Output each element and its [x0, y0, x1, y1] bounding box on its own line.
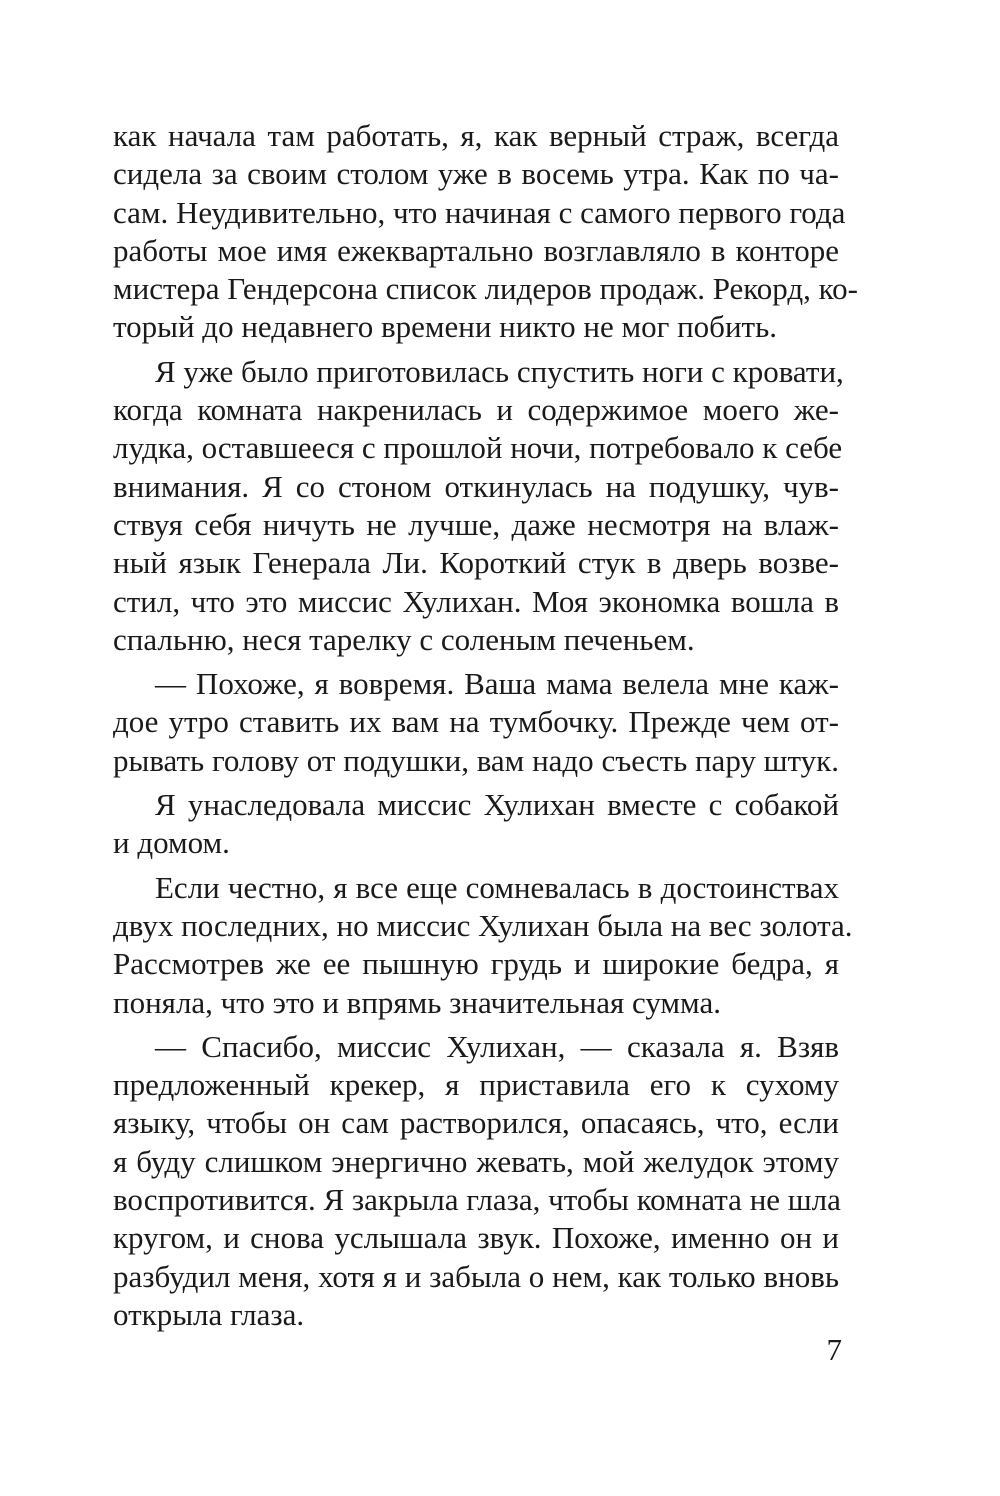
text-line: воспротивится. Я закрыла глаза, чтобы комната не шла [113, 1182, 841, 1218]
text-line: поняла, что это и впрямь значительная сумма. [113, 984, 721, 1020]
page-number: 7 [826, 1332, 842, 1367]
text-line: двух последних, но миссис Хулихан была на вес золота. [113, 907, 853, 943]
paragraph-6 [113, 1028, 839, 1334]
paragraph-5 [113, 869, 853, 1022]
text-line: стил, что это миссис Хулихан. Моя экономка вошла в [113, 583, 839, 619]
paragraph-3 [113, 665, 839, 780]
text-line: Рассмотрев же ее пышную грудь и широкие бедра, я [113, 946, 839, 982]
text-line: кругом, и снова услышала звук. Похоже, именно он и [113, 1220, 839, 1256]
text-line: Я унаследовала миссис Хулихан вместе с собакой [155, 787, 839, 823]
text-line: лудка, оставшееся с прошлой ночи, потребовало к себе [113, 430, 843, 466]
paragraph-1 [113, 117, 858, 347]
text-line: торый до недавнего времени никто не мог побить. [113, 309, 777, 345]
text-line: Я уже было приготовилась спустить ноги с кровати, [155, 353, 844, 389]
text-line: мистера Гендерсона список лидеров продаж. Рекорд, ко- [113, 271, 858, 307]
text-line: разбудил меня, хотя я и забыла о нем, как только вновь [113, 1258, 839, 1294]
text-line: — Спасибо, миссис Хулихан, — сказала я. Взяв [155, 1028, 839, 1064]
paragraph-2 [113, 353, 844, 659]
text-line: внимания. Я со стоном откинулась на подушку, чув- [113, 468, 839, 504]
text-line: — Похоже, я вовремя. Ваша мама велела мне каж- [155, 666, 839, 702]
text-line: Если честно, я все еще сомневалась в достоинствах [155, 869, 839, 905]
text-line: ствуя себя ничуть не лучше, даже несмотря на влаж- [113, 506, 839, 542]
text-line: я буду слишком энергично жевать, мой желудок этому [113, 1143, 839, 1179]
text-line: и домом. [113, 825, 230, 861]
text-line: сидела за своим столом уже в восемь утра. Как по ча- [113, 156, 839, 192]
text-line: дое утро ставить их вам на тумбочку. Прежде чем от- [113, 704, 839, 740]
text-line: языку, чтобы он сам растворился, опасаясь, что, если [113, 1105, 839, 1141]
text-line: открыла глаза. [113, 1296, 305, 1332]
paragraph-4 [113, 786, 839, 863]
text-line: рывать голову от подушки, вам надо съесть пару штук. [113, 742, 839, 778]
text-line: спальню, неся тарелку с соленым печеньем. [113, 621, 695, 657]
text-line: как начала там работать, я, как верный страж, всегда [113, 118, 839, 153]
text-line: ный язык Генерала Ли. Короткий стук в дверь возве- [113, 545, 839, 581]
text-line: предложенный крекер, я приставила его к сухому [113, 1067, 839, 1103]
text-line: когда комната накренилась и содержимое моего же- [113, 392, 839, 428]
body-text [113, 117, 858, 1334]
text-line: работы мое имя ежеквартально возглавляло в конторе [113, 232, 839, 268]
text-line: сам. Неудивительно, что начиная с самого первого года [113, 194, 846, 230]
